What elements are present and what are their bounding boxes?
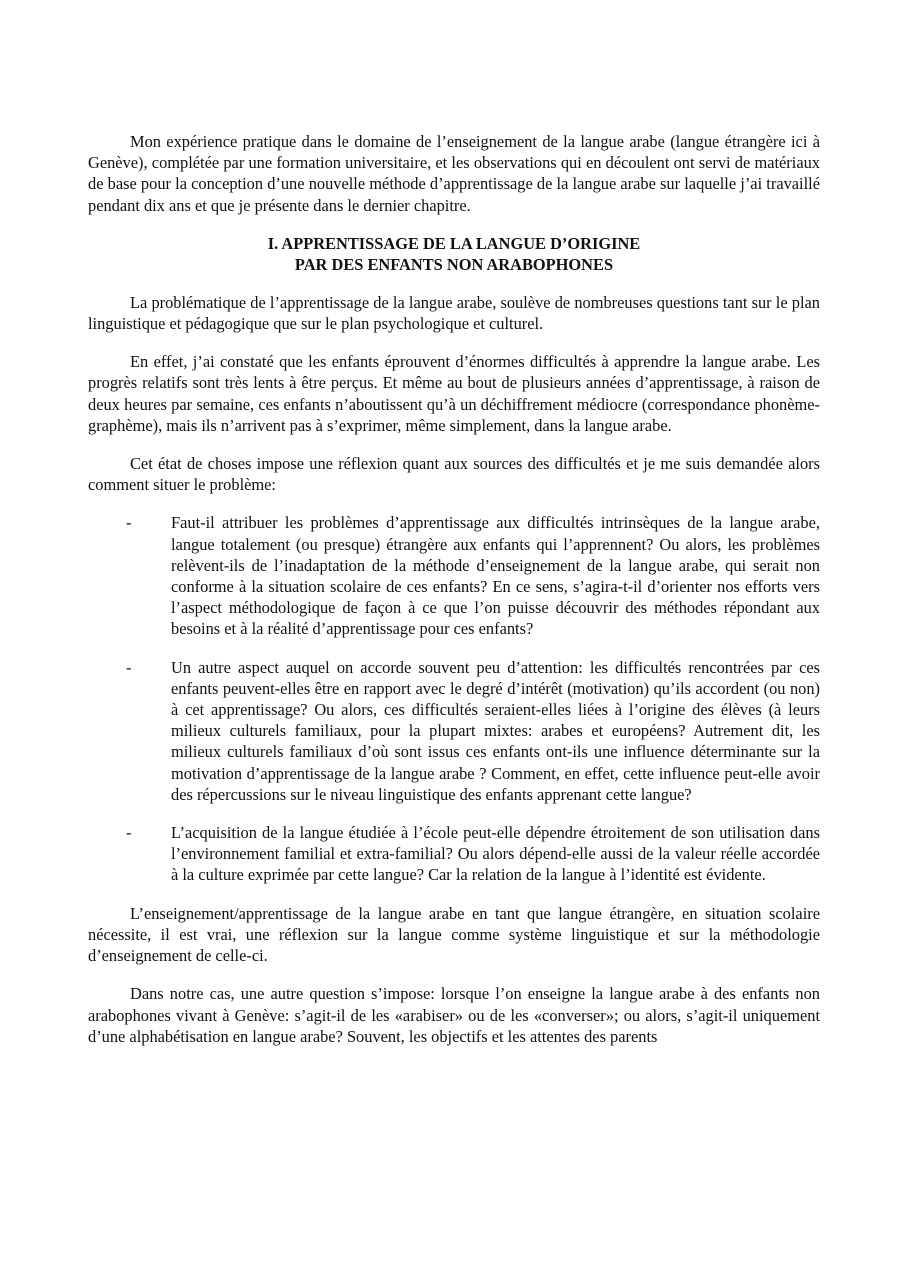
constat-paragraph: En effet, j’ai constaté que les enfants éprouvent d’énormes difficultés à apprendre la langue arabe. Les progrès relatifs sont très lents à être perçus. Et même au bout de plusieurs années d’apprentissage, à raison de deux heures par semaine, ces enfants n’aboutissent qu’à un déchiffrement médiocre (correspondance phonème-graphème), mais ils n’arrivent pas à s’exprimer, même simplement, dans la langue arabe. [88, 352, 820, 435]
question-list [88, 512, 820, 885]
list-item-text: Un autre aspect auquel on accorde souvent peu d’attention: les difficultés rencontrées par ces enfants peuvent-elles être en rapport avec le degré d’intérêt (motivation) qu’ils accordent (ou non) à cet apprentissage? Ou alors, ces difficultés seraient-elles liées à l’origine des élèves (à leurs milieux culturels familiaux, pour la plupart mixtes: arabes et européens? Autrement dit, les milieux culturels familiaux d’où sont issus ces enfants ont-ils une influence déterminante sur la motivation d’apprentissage de la langue arabe ? Comment, en effet, cette influence peut-elle avoir des répercussions sur le niveau linguistique des enfants apprenant cette langue? [171, 657, 820, 804]
section-heading [88, 233, 820, 275]
page-body [88, 131, 820, 1047]
dash-marker: - [126, 823, 132, 843]
reflexion-paragraph: Cet état de choses impose une réflexion quant aux sources des difficultés et je me suis demandée alors comment situer le problème: [88, 454, 820, 495]
dash-marker: - [126, 513, 132, 533]
section-heading-line-1: I. APPRENTISSAGE DE LA LANGUE D’ORIGINE [267, 233, 641, 253]
dash-marker: - [126, 657, 132, 677]
problematique-paragraph: La problématique de l’apprentissage de la langue arabe, soulève de nombreuses questions tant sur le plan linguistique et pédagogique que sur le plan psychologique et culturel. [88, 292, 820, 334]
list-item-text: L’acquisition de la langue étudiée à l’école peut-elle dépendre étroitement de son utilisation dans l’environnement familial et extra-familial? Ou alors dépend-elle aussi de la valeur réelle accordée à la culture exprimée par cette langue? Car la relation de la langue à l’identité est évidente. [171, 823, 820, 885]
section-heading-line-2: PAR DES ENFANTS NON ARABOPHONES [294, 254, 614, 274]
list-item-text: Faut-il attribuer les problèmes d’apprentissage aux difficultés intrinsèques de la langue arabe, langue totalement (ou presque) étrangère aux enfants qui l’apprennent? Ou alors, les problèmes relèvent-ils de l’inadaptation de la méthode d’enseignement de la langue arabe, qui serait non conforme à la situation scolaire de ces enfants? En ce sens, s’agira-t-il d’orienter nos efforts vers l’aspect méthodologique de façon à ce que l’on puisse découvrir des méthodes répondant aux besoins et à la réalité d’apprentissage pour ces enfants? [171, 513, 820, 639]
list-item [88, 512, 820, 639]
list-item [88, 657, 820, 805]
enseignement-paragraph: L’enseignement/apprentissage de la langue arabe en tant que langue étrangère, en situation scolaire nécessite, il est vrai, une réflexion sur la langue comme système linguistique et sur la méthodologie d’enseignement de celle-ci. [88, 903, 820, 966]
intro-paragraph: Mon expérience pratique dans le domaine de l’enseignement de la langue arabe (langue étrangère ici à Genève), complétée par une formation universitaire, et les observations qui en découlent ont servi de matériaux de base pour la conception d’une nouvelle méthode d’apprentissage de la langue arabe sur laquelle j’ai travaillé pendant dix ans et que je présente dans le dernier chapitre. [88, 132, 820, 215]
list-item [88, 822, 820, 886]
notre-cas-paragraph: Dans notre cas, une autre question s’impose: lorsque l’on enseigne la langue arabe à des enfants non arabophones vivant à Genève: s’agit-il de les «arabiser» ou de les «converser»; ou alors, s’agit-il uniquement d’une alphabétisation en langue arabe? Souvent, les objectifs et les attentes des parents [88, 984, 820, 1046]
